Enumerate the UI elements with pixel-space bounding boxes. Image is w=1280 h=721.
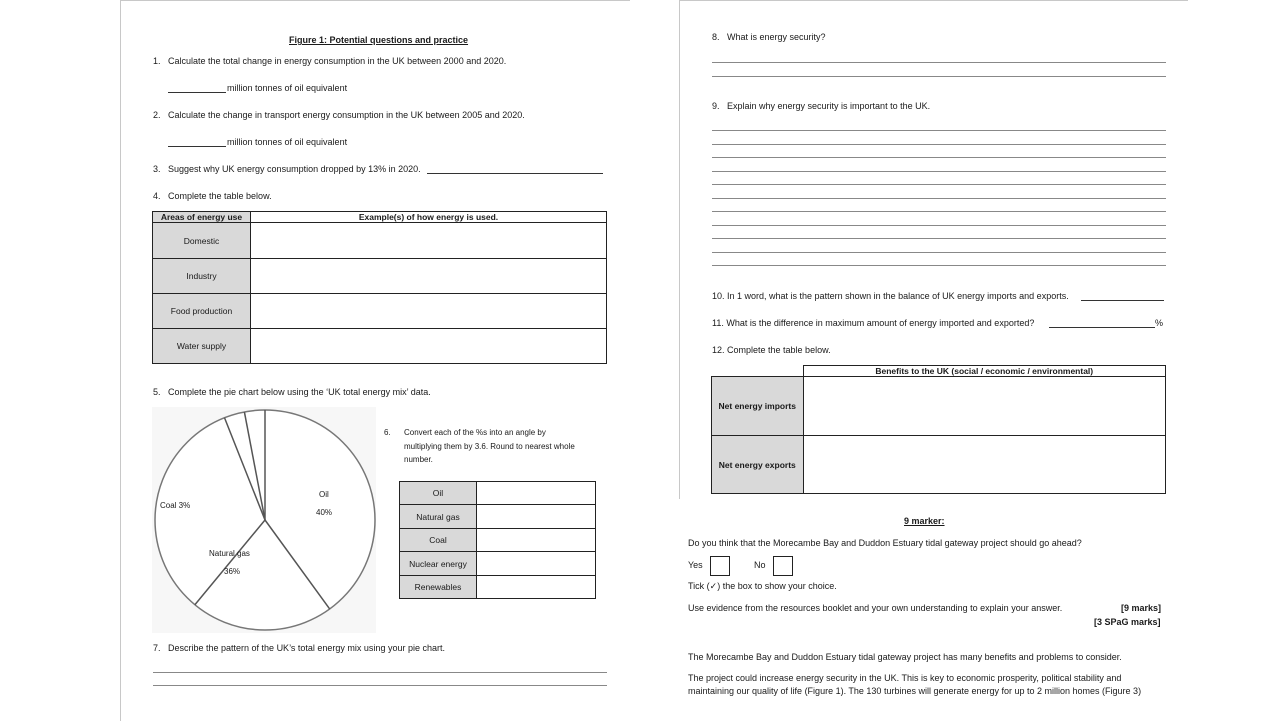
yes-label: Yes bbox=[688, 560, 703, 570]
pie-label-oil: Oil bbox=[319, 490, 329, 499]
q2-answer-blank[interactable] bbox=[168, 137, 226, 147]
table-answer-cell[interactable] bbox=[251, 223, 607, 259]
q5-number: 5. bbox=[153, 387, 161, 397]
pie-label-natural-gas: Natural gas bbox=[209, 549, 250, 558]
table-answer-cell[interactable] bbox=[477, 482, 596, 505]
table-row-label: Domestic bbox=[153, 223, 251, 259]
q6-number: 6. bbox=[384, 428, 391, 437]
q4-text: Complete the table below. bbox=[168, 191, 272, 201]
table-row-label: Natural gas bbox=[400, 505, 477, 529]
answer-line[interactable] bbox=[712, 211, 1166, 212]
q10-answer-blank[interactable] bbox=[1081, 291, 1164, 301]
q9-number: 9. bbox=[712, 101, 720, 111]
nine-marker-question: Do you think that the Morecambe Bay and Duddon Estuary tidal gateway project should go ahead? bbox=[688, 538, 1082, 548]
q1-answer-blank[interactable] bbox=[168, 83, 226, 93]
marks-label: [9 marks] bbox=[1121, 603, 1162, 613]
answer-paragraph-1: The Morecambe Bay and Duddon Estuary tidal gateway project has many benefits and problems to consider. bbox=[688, 652, 1122, 662]
no-checkbox[interactable] bbox=[773, 556, 793, 576]
table-header: Benefits to the UK (social / economic / environmental) bbox=[803, 366, 1166, 377]
pie-chart bbox=[152, 407, 376, 633]
table-answer-cell[interactable] bbox=[251, 294, 607, 329]
table-header: Areas of energy use bbox=[153, 212, 251, 223]
spag-marks-label: [3 SPaG marks] bbox=[1094, 617, 1161, 627]
answer-line[interactable] bbox=[712, 184, 1166, 185]
answer-paragraph-2b: maintaining our quality of life (Figure 1). The 130 turbines will generate energy for up to 2 million homes (Figure 3) bbox=[688, 686, 1142, 696]
answer-paragraph-2a: The project could increase energy security in the UK. This is key to economic prosperity, political stability and bbox=[688, 673, 1122, 683]
q11-suffix: % bbox=[1155, 318, 1164, 328]
answer-line[interactable] bbox=[712, 62, 1166, 63]
q7-number: 7. bbox=[153, 643, 161, 653]
answer-line[interactable] bbox=[712, 130, 1166, 131]
answer-line[interactable] bbox=[712, 144, 1166, 145]
answer-line[interactable] bbox=[712, 157, 1166, 158]
table-row-label: Nuclear energy bbox=[400, 552, 477, 576]
answer-instruction: Use evidence from the resources booklet and your own understanding to explain your answer. bbox=[688, 603, 1063, 613]
table-row-label: Food production bbox=[153, 294, 251, 329]
q12-text: 12. Complete the table below. bbox=[712, 345, 831, 355]
answer-line[interactable] bbox=[712, 238, 1166, 239]
q6-text-line2: multiplying them by 3.6. Round to nearest whole bbox=[404, 442, 575, 451]
table-answer-cell[interactable] bbox=[803, 436, 1166, 494]
table-row-label: Oil bbox=[400, 482, 477, 505]
q11-answer-blank[interactable] bbox=[1049, 318, 1155, 328]
yes-checkbox[interactable] bbox=[710, 556, 730, 576]
table-row-label: Industry bbox=[153, 259, 251, 294]
answer-line[interactable] bbox=[153, 685, 607, 686]
table-answer-cell[interactable] bbox=[251, 259, 607, 294]
q5-text: Complete the pie chart below using the ‘UK total energy mix’ data. bbox=[168, 387, 431, 397]
table-answer-cell[interactable] bbox=[803, 377, 1166, 436]
q4-number: 4. bbox=[153, 191, 161, 201]
pie-value-natural-gas: 36% bbox=[224, 567, 241, 576]
q3-answer-blank[interactable] bbox=[427, 164, 603, 174]
nine-marker-title: 9 marker: bbox=[904, 516, 945, 526]
table-answer-cell[interactable] bbox=[477, 505, 596, 529]
energy-use-table bbox=[152, 211, 607, 364]
q3-number: 3. bbox=[153, 164, 161, 174]
no-label: No bbox=[754, 560, 766, 570]
table-row-label: Water supply bbox=[153, 329, 251, 364]
q10-text: 10. In 1 word, what is the pattern shown in the balance of UK energy imports and exports. bbox=[712, 291, 1069, 301]
q6-text-line3: number. bbox=[404, 455, 433, 464]
table-row-label: Net energy imports bbox=[712, 377, 804, 436]
table-answer-cell[interactable] bbox=[251, 329, 607, 364]
answer-line[interactable] bbox=[712, 171, 1166, 172]
q2-number: 2. bbox=[153, 110, 161, 120]
table-answer-cell[interactable] bbox=[477, 552, 596, 576]
answer-line[interactable] bbox=[153, 672, 607, 673]
table-header-empty bbox=[712, 366, 804, 377]
pie-value-oil: 40% bbox=[316, 508, 333, 517]
answer-line[interactable] bbox=[712, 252, 1166, 253]
q3-text: Suggest why UK energy consumption dropped by 13% in 2020. bbox=[168, 164, 421, 174]
answer-line[interactable] bbox=[712, 198, 1166, 199]
q11-text: 11. What is the difference in maximum amount of energy imported and exported? bbox=[712, 318, 1035, 328]
q1-unit: million tonnes of oil equivalent bbox=[227, 83, 348, 93]
table-answer-cell[interactable] bbox=[477, 529, 596, 552]
table-row-label: Coal bbox=[400, 529, 477, 552]
table-answer-cell[interactable] bbox=[477, 576, 596, 599]
figure-title: Figure 1: Potential questions and practice bbox=[289, 35, 469, 45]
q1-text: Calculate the total change in energy consumption in the UK between 2000 and 2020. bbox=[168, 56, 507, 66]
trade-table bbox=[711, 365, 1166, 494]
answer-line[interactable] bbox=[712, 76, 1166, 77]
pie-label-coal: Coal 3% bbox=[160, 501, 191, 510]
q8-text: What is energy security? bbox=[727, 32, 826, 42]
q1-number: 1. bbox=[153, 56, 161, 66]
answer-line[interactable] bbox=[712, 225, 1166, 226]
q9-text: Explain why energy security is important to the UK. bbox=[727, 101, 931, 111]
answer-line[interactable] bbox=[712, 265, 1166, 266]
tick-instruction: Tick (✓) the box to show your choice. bbox=[688, 581, 837, 591]
table-row-label: Renewables bbox=[400, 576, 477, 599]
q8-number: 8. bbox=[712, 32, 720, 42]
q6-text-line1: Convert each of the %s into an angle by bbox=[404, 428, 546, 437]
table-header: Example(s) of how energy is used. bbox=[251, 212, 607, 223]
table-row-label: Net energy exports bbox=[712, 436, 804, 494]
q2-unit: million tonnes of oil equivalent bbox=[227, 137, 348, 147]
angle-table bbox=[399, 481, 596, 599]
q7-text: Describe the pattern of the UK’s total energy mix using your pie chart. bbox=[168, 643, 445, 653]
q2-text: Calculate the change in transport energy consumption in the UK between 2005 and 2020. bbox=[168, 110, 525, 120]
